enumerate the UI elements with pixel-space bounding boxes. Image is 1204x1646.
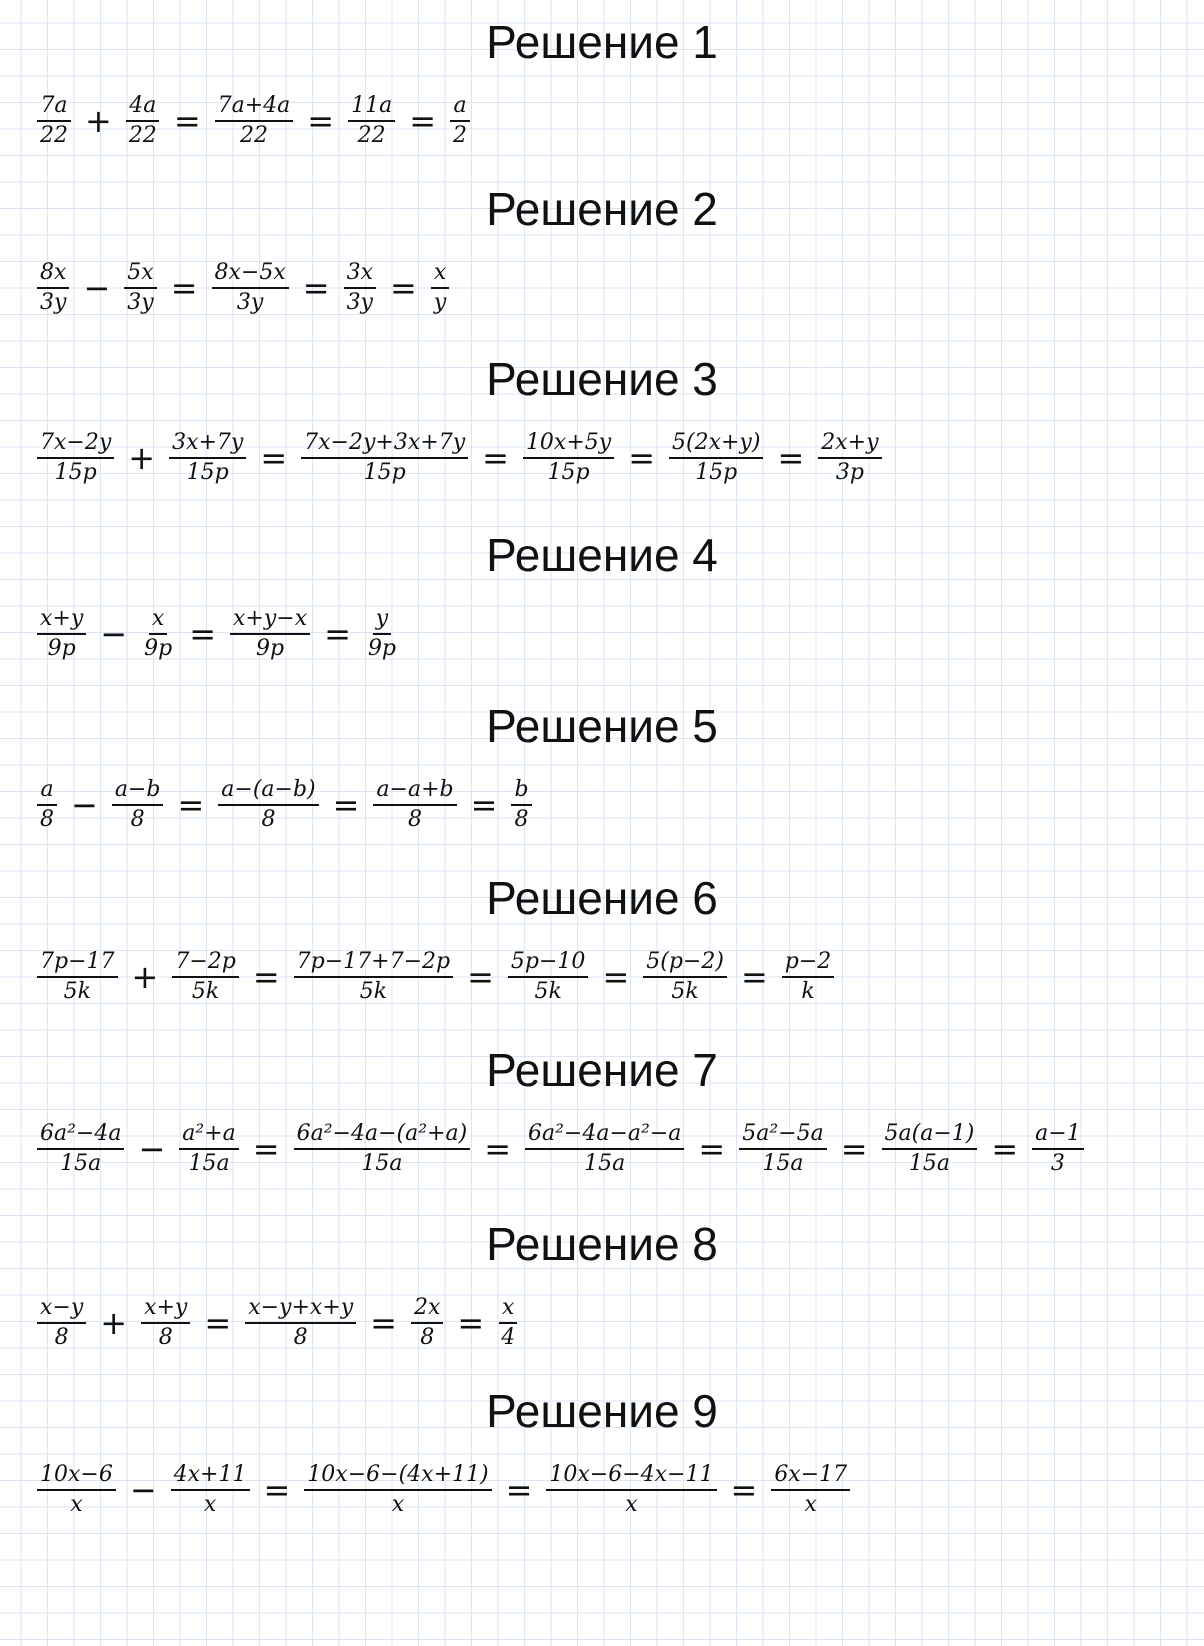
operator: =: [484, 1130, 511, 1168]
fraction-numerator: x: [149, 605, 167, 635]
fraction-numerator: 6x−17: [771, 1461, 850, 1491]
operator: +: [85, 102, 112, 140]
fraction-denominator: 3: [1050, 1151, 1065, 1176]
fraction: [37, 948, 118, 1006]
fraction-denominator: x: [625, 1492, 638, 1517]
equation-row: [35, 1120, 1086, 1178]
fraction: [179, 1120, 239, 1178]
fraction-denominator: 5k: [534, 979, 562, 1004]
fraction: [294, 1120, 471, 1178]
operator: =: [409, 102, 437, 140]
fraction-numerator: p−2: [782, 948, 835, 978]
fraction: [141, 1294, 190, 1352]
solution-title: Решение 6: [486, 872, 718, 924]
fraction-numerator: x−y+x+y: [245, 1294, 356, 1324]
fraction-denominator: 15a: [762, 1151, 804, 1176]
fraction-numerator: 2x: [411, 1294, 443, 1324]
equation-row: [35, 1461, 852, 1519]
operator: =: [740, 958, 768, 996]
fraction-numerator: 11a: [348, 92, 395, 122]
operator: =: [252, 958, 280, 996]
fraction-denominator: 5k: [191, 979, 220, 1004]
operator: =: [840, 1130, 868, 1168]
fraction-numerator: 10x+5y: [523, 429, 614, 459]
fraction: [669, 429, 763, 487]
fraction-denominator: 15a: [188, 1151, 230, 1176]
operator: =: [260, 439, 288, 477]
fraction-denominator: 4: [501, 1325, 516, 1350]
fraction-numerator: a: [450, 92, 469, 122]
fraction: [818, 429, 881, 487]
fraction-numerator: 3x: [344, 259, 376, 289]
solution-title: Решение 3: [486, 353, 718, 405]
fraction-denominator: 15p: [54, 460, 97, 485]
fraction-numerator: 5a(a−1): [882, 1120, 978, 1150]
operator: =: [602, 958, 630, 996]
fraction-denominator: 8: [54, 1325, 69, 1350]
operator: =: [324, 615, 351, 653]
fraction: [37, 92, 71, 150]
fraction-numerator: 2x+y: [818, 429, 881, 459]
fraction: [218, 776, 318, 834]
fraction: [643, 948, 727, 1006]
fraction: [344, 259, 376, 317]
fraction: [37, 259, 69, 317]
fraction: [215, 92, 294, 150]
fraction-numerator: 7p−17: [37, 948, 118, 978]
fraction-denominator: 9p: [144, 636, 173, 661]
fraction: [782, 948, 835, 1006]
operator: =: [370, 1304, 397, 1342]
fraction-numerator: a−a+b: [373, 776, 456, 806]
fraction-denominator: 8: [514, 807, 529, 832]
equation-row: [35, 605, 401, 663]
fraction-numerator: a−1: [1032, 1120, 1084, 1150]
fraction: [230, 605, 310, 663]
fraction-numerator: x+y: [141, 1294, 190, 1324]
fraction: [511, 776, 531, 834]
fraction-denominator: 15a: [60, 1151, 102, 1176]
operator: =: [263, 1471, 291, 1509]
operator: =: [698, 1130, 726, 1168]
fraction: [124, 259, 156, 317]
equation-row: [35, 92, 472, 150]
fraction-denominator: 8: [130, 807, 145, 832]
equation-row: [35, 776, 534, 834]
fraction-denominator: 15p: [186, 460, 229, 485]
fraction: [112, 776, 164, 834]
fraction-numerator: 6a²−4a−(a²+a): [294, 1120, 471, 1150]
fraction-denominator: k: [801, 979, 815, 1004]
fraction: [498, 1294, 518, 1352]
fraction-numerator: a−(a−b): [218, 776, 318, 806]
fraction-numerator: 6a²−4a−a²−a: [525, 1120, 684, 1150]
fraction: [301, 429, 468, 487]
fraction-numerator: 7x−2y+3x+7y: [301, 429, 468, 459]
operator: =: [482, 439, 509, 477]
solution-title: Решение 7: [486, 1044, 718, 1096]
operator: =: [252, 1130, 280, 1168]
fraction-numerator: 4x+11: [171, 1461, 250, 1491]
fraction: [172, 948, 239, 1006]
operator: −: [83, 269, 111, 307]
equation-row: [35, 948, 836, 1006]
fraction-numerator: y: [373, 605, 391, 635]
fraction: [37, 429, 114, 487]
equation-row: [35, 1294, 520, 1352]
fraction-numerator: 10x−6−4x−11: [546, 1461, 716, 1491]
solution-title: Решение 2: [486, 183, 718, 235]
fraction: [37, 1461, 116, 1519]
fraction-denominator: 8: [40, 807, 54, 832]
fraction: [1032, 1120, 1084, 1178]
operator: =: [390, 269, 417, 307]
operator: =: [470, 786, 498, 824]
fraction-denominator: y: [433, 290, 447, 315]
equation-row: [35, 429, 884, 487]
fraction-denominator: 5k: [63, 979, 91, 1004]
fraction-denominator: 8: [261, 807, 276, 832]
fraction-denominator: 3y: [40, 290, 67, 315]
fraction-denominator: 15a: [584, 1151, 626, 1176]
fraction-denominator: 22: [128, 123, 157, 148]
fraction-numerator: 7x−2y: [37, 429, 114, 459]
fraction-numerator: 7−2p: [172, 948, 239, 978]
solution-title: Решение 4: [486, 529, 718, 581]
fraction-denominator: 8: [408, 807, 423, 832]
fraction: [431, 259, 449, 317]
fraction: [212, 259, 289, 317]
fraction-denominator: 15p: [695, 460, 738, 485]
fraction-denominator: 9p: [47, 636, 76, 661]
fraction: [523, 429, 614, 487]
fraction-numerator: 4a: [126, 92, 159, 122]
equation-row: [35, 259, 451, 317]
operator: =: [730, 1471, 758, 1509]
fraction-numerator: 3x+7y: [169, 429, 246, 459]
operator: =: [177, 786, 205, 824]
fraction-numerator: 7a+4a: [215, 92, 294, 122]
solution-title: Решение 5: [486, 700, 718, 752]
fraction-numerator: 5x: [124, 259, 156, 289]
operator: =: [173, 102, 201, 140]
fraction: [37, 1294, 86, 1352]
fraction-denominator: 9p: [256, 636, 285, 661]
fraction-denominator: x: [804, 1492, 817, 1517]
fraction: [739, 1120, 826, 1178]
fraction-denominator: x: [391, 1492, 405, 1517]
fraction-denominator: 15p: [547, 460, 590, 485]
fraction: [546, 1461, 716, 1519]
fraction-numerator: a: [37, 776, 56, 806]
fraction-numerator: x: [431, 259, 449, 289]
fraction-denominator: 22: [239, 123, 268, 148]
operator: =: [991, 1130, 1019, 1168]
fraction-numerator: 6a²−4a: [37, 1120, 124, 1150]
fraction-denominator: 8: [420, 1325, 435, 1350]
fraction-denominator: 3y: [127, 290, 154, 315]
fraction: [294, 948, 453, 1006]
operator: =: [777, 439, 805, 477]
fraction-numerator: x: [499, 1294, 517, 1324]
fraction: [304, 1461, 491, 1519]
fraction-denominator: 9p: [367, 636, 397, 661]
fraction: [169, 429, 246, 487]
fraction: [882, 1120, 978, 1178]
fraction: [245, 1294, 356, 1352]
fraction-numerator: x−y: [37, 1294, 86, 1324]
solution-title: Решение 9: [486, 1385, 718, 1437]
fraction-numerator: 5(2x+y): [669, 429, 763, 459]
fraction-numerator: a²+a: [179, 1120, 239, 1150]
operator: =: [302, 269, 330, 307]
operator: =: [505, 1471, 533, 1509]
operator: =: [204, 1304, 232, 1342]
fraction-denominator: 15p: [363, 460, 406, 485]
fraction: [37, 776, 57, 834]
fraction-denominator: 2: [453, 123, 468, 148]
fraction-numerator: 10x−6−(4x+11): [304, 1461, 491, 1491]
fraction-denominator: 3p: [835, 460, 864, 485]
fraction: [450, 92, 470, 150]
fraction-numerator: a−b: [112, 776, 164, 806]
fraction-denominator: 22: [357, 123, 386, 148]
operator: =: [332, 786, 360, 824]
solution-title: Решение 1: [486, 16, 718, 68]
fraction: [37, 605, 86, 663]
operator: =: [457, 1304, 485, 1342]
fraction-denominator: x: [70, 1492, 83, 1517]
fraction: [171, 1461, 250, 1519]
fraction-denominator: 3y: [236, 290, 264, 315]
fraction-numerator: 7p−17+7−2p: [294, 948, 453, 978]
operator: =: [189, 615, 216, 653]
fraction-numerator: 8x: [37, 259, 69, 289]
operator: =: [467, 958, 494, 996]
fraction: [348, 92, 395, 150]
fraction-numerator: x+y−x: [230, 605, 310, 635]
operator: =: [307, 102, 335, 140]
fraction: [126, 92, 160, 150]
fraction-numerator: 7a: [37, 92, 70, 122]
fraction-numerator: 5(p−2): [643, 948, 727, 978]
operator: −: [100, 615, 128, 653]
fraction: [771, 1461, 850, 1519]
fraction: [37, 1120, 124, 1178]
fraction-denominator: 8: [293, 1325, 308, 1350]
operator: +: [128, 439, 156, 477]
operator: =: [170, 269, 198, 307]
operator: =: [628, 439, 656, 477]
operator: +: [100, 1304, 128, 1342]
fraction-numerator: 8x−5x: [212, 259, 289, 289]
fraction-denominator: x: [203, 1492, 217, 1517]
fraction-numerator: b: [511, 776, 531, 806]
operator: −: [129, 1471, 157, 1509]
fraction-numerator: 5a²−5a: [739, 1120, 826, 1150]
fraction-numerator: 5p−10: [508, 948, 589, 978]
fraction-denominator: 3y: [346, 290, 373, 315]
operator: +: [131, 958, 159, 996]
fraction-denominator: 22: [40, 123, 68, 148]
operator: −: [71, 786, 98, 824]
fraction: [525, 1120, 684, 1178]
fraction: [411, 1294, 443, 1352]
fraction: [141, 605, 175, 663]
solution-title: Решение 8: [486, 1218, 718, 1270]
fraction-numerator: 10x−6: [37, 1461, 116, 1491]
fraction-denominator: 5k: [671, 979, 699, 1004]
fraction: [508, 948, 589, 1006]
fraction-numerator: x+y: [37, 605, 86, 635]
fraction-denominator: 15a: [361, 1151, 403, 1176]
fraction-denominator: 8: [158, 1325, 173, 1350]
fraction-denominator: 5k: [359, 979, 388, 1004]
operator: −: [138, 1130, 166, 1168]
fraction-denominator: 15a: [908, 1151, 950, 1176]
fraction: [373, 776, 456, 834]
fraction: [365, 605, 399, 663]
